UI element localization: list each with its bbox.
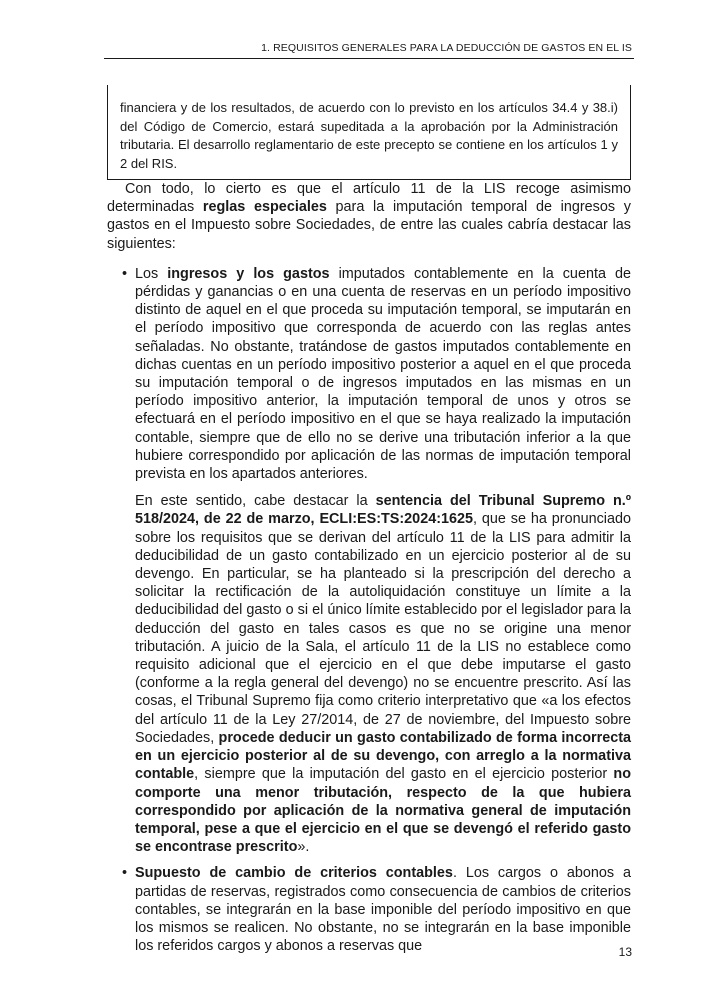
intro-text-2: para la imputación temporal de ingresos y gastos en el Impuesto sobre Sociedades, de entre las cuales cabría destacar las siguientes: <box>107 199 631 252</box>
list-item <box>122 265 632 857</box>
sub-bold-1: sentencia del Tribunal Supremo n.º 518/2024, de 22 de marzo, ECLI:ES:TS:2024:1625 <box>135 493 632 528</box>
quote-box-text: financiera y de los resultados, de acuerdo con lo previsto en los artículos 34.4 y 38.i) del Código de Comercio, estará supeditada a la aprobación por la Administración tributaria. El desarrollo reglamentario de este precepto se contiene en los artículos 1 y 2 del RIS. <box>120 100 618 171</box>
sub-bold-2: procede deducir un gasto contabilizado de forma incorrecta en un ejercicio posterior al de su devengo, con arreglo a la normativa contable <box>135 729 631 783</box>
bullet2-bold-1: Supuesto de cambio de criterios contables <box>135 865 453 882</box>
bullet1-text-2: imputados contablemente en la cuenta de pérdidas y ganancias o en una cuenta de reservas en un período impositivo distinto de aquel en el que proceda su imputación temporal, se imputarán en el período impositivo que corresponda de acuerdo con las reglas antes señaladas. No obstante, tratándose de gastos imputados contablemente en dichas cuentas en un período impositivo posterior a aquel en el que proceda su imputación temporal o de ingresos imputados en las mismas en un período impositivo anterior, la imputación temporal de unos y otros se efectuará en el período impositivo en el que se haya realizado la imputación contable, siempre que de ello no se derive una tributación inferior a la que hubiere correspondido por aplicación de las normas de imputación temporal prevista en los apartados anteriores. <box>135 265 631 483</box>
bullet1-paragraph <box>135 265 631 483</box>
main-content <box>107 180 631 963</box>
bullet1-bold-1: ingresos y los gastos <box>167 265 330 282</box>
sub-text-3: , siempre que la imputación del gasto en el ejercicio posterior <box>194 766 614 783</box>
bullet2-text-1: . Los cargos o abonos a partidas de reservas, registrados como consecuencia de cambios de criterios contables, se integrarán en la base imponible del período impositivo en que los mismos se realicen. No obstante, no se integrarán en la base imponible los referidos cargos y abonos a reservas que <box>135 865 631 955</box>
header-rule <box>104 58 634 59</box>
sub-text-2: , que se ha pronunciado sobre los requisitos que se derivan del artículo 11 de la LIS para admitir la deducibilidad de un gasto contabilizado en un ejercicio posterior al de su devengo. En particular, se ha planteado si la prescripción del derecho a solicitar la rectificación de la autoliquidación constituye un límite a la deducibilidad del gasto o si el único límite establecido por el legislador para la deducción del gasto en tales casos es que no se origine una menor tributación. A juicio de la Sala, el artículo 11 de la LIS no establece como requisito adicional que el ejercicio en el que debe imputarse el gasto (conforme a la regla general del devengo) no se encuentre prescrito. Así las cosas, el Tribunal Supremo fija como criterio interpretativo que «a los efectos del artículo 11 de la Ley 27/2014, de 27 de noviembre, del Impuesto sobre Sociedades, <box>135 511 631 746</box>
bullet-list <box>107 265 631 956</box>
bullet-glyph: • <box>122 865 128 882</box>
quote-box <box>107 85 631 180</box>
sub-text-4: ». <box>297 839 310 856</box>
bullet1-subparagraph <box>135 492 631 856</box>
intro-text-1: Con todo, lo cierto es que el artículo 11 de la LIS recoge asimismo determinadas <box>107 181 631 216</box>
bullet-glyph: • <box>122 265 128 282</box>
list-item <box>122 864 631 955</box>
sub-bold-3: no comporte una menor tributación, respecto de la que hubiera correspondido por aplicación de la normativa general de imputación temporal, pese a que el ejercicio en el que se devengó el referido gasto se encontrase prescrito <box>135 766 631 856</box>
bullet1-text-1: Los <box>135 265 168 282</box>
page-number: 13 <box>618 945 632 959</box>
running-header: 1. REQUISITOS GENERALES PARA LA DEDUCCIÓN DE GASTOS EN EL IS <box>261 42 632 54</box>
bullet2-paragraph <box>135 864 631 955</box>
intro-paragraph <box>107 180 631 253</box>
sub-text-1: En este sentido, cabe destacar la <box>135 493 376 510</box>
intro-bold-1: reglas especiales <box>202 199 327 216</box>
